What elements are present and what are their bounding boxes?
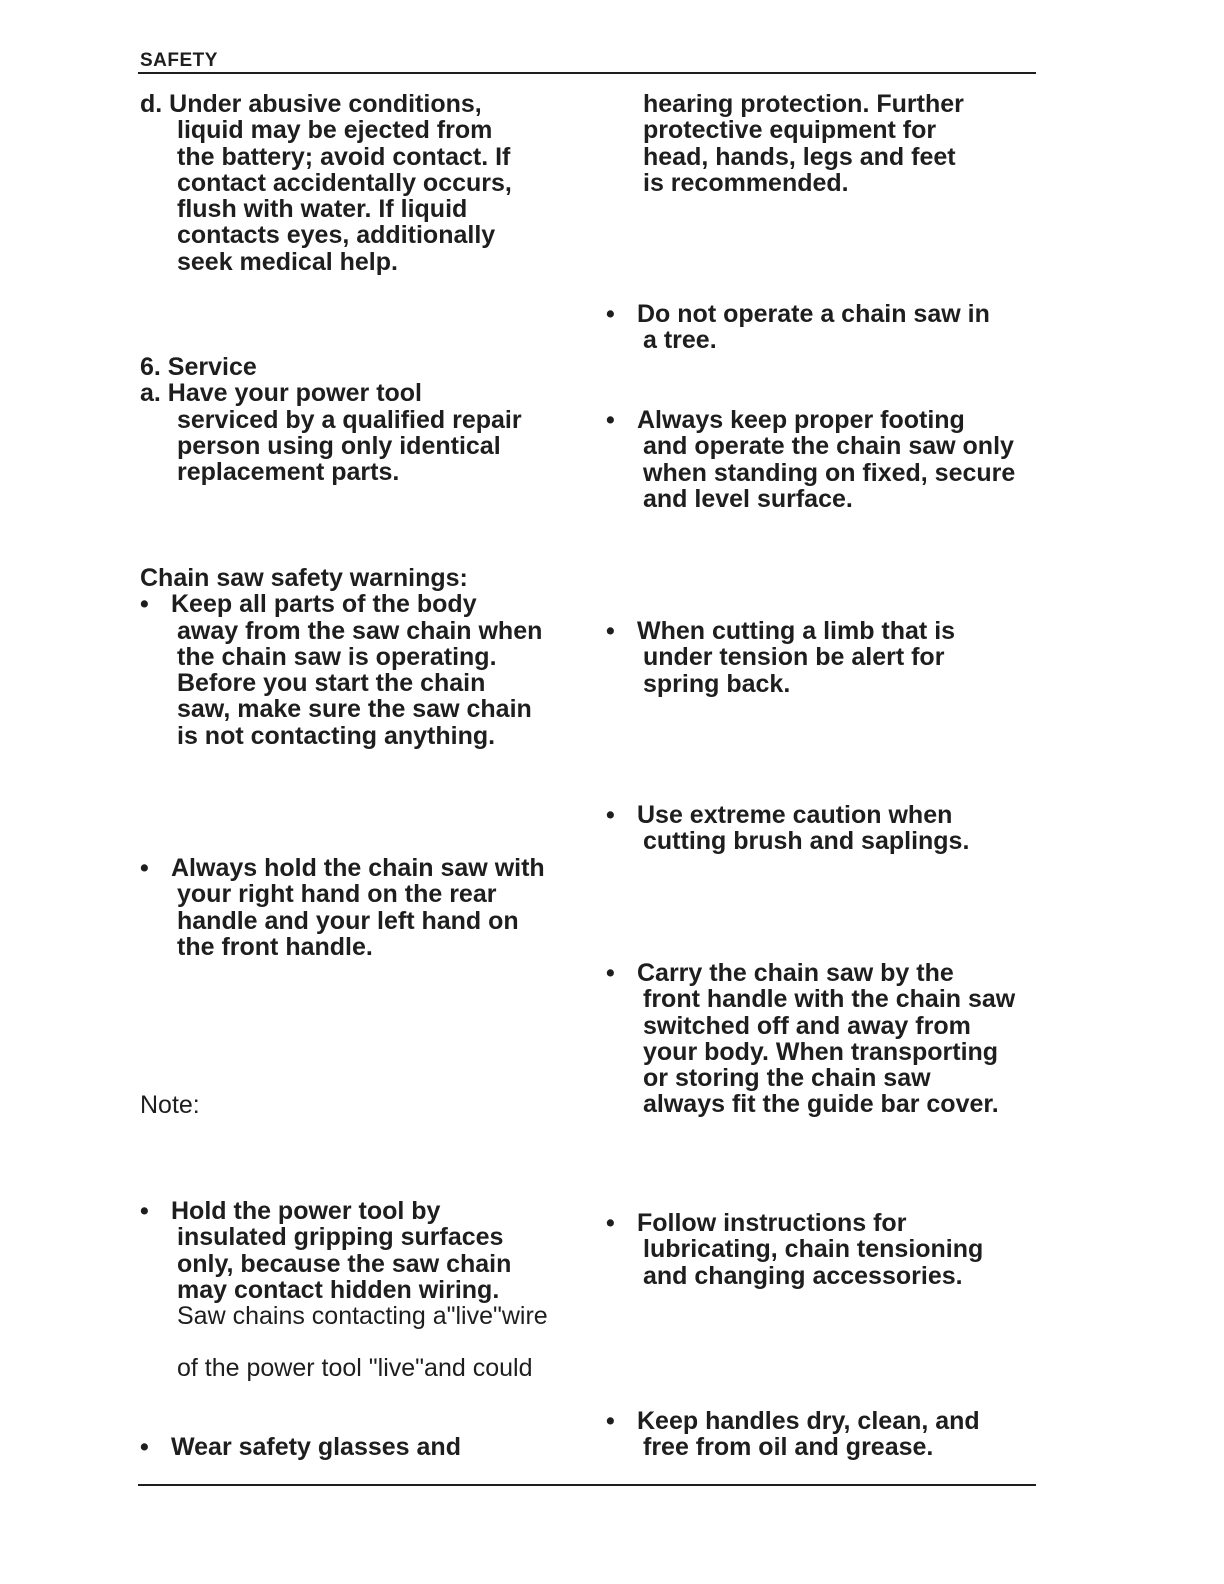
r7-line: free from oil and grease. [643,1433,934,1462]
bullet1-line: saw, make sure the saw chain [177,695,532,724]
r3-line: spring back. [643,669,791,698]
chain-saw-warnings [140,565,542,749]
bullet2-line: your right hand on the rear [177,880,497,909]
continued-line: head, hands, legs and feet [643,142,956,171]
bullet-r7 [606,1408,980,1461]
item-d-line: d. Under abusive conditions, [140,90,482,118]
footer-rule [138,1484,1036,1486]
r3-line: When cutting a limb that is [637,617,956,645]
bullet3-regular-line: Saw chains contacting a"live"wire [177,1302,548,1331]
r2-line: and level surface. [643,484,853,513]
r7-line: Keep handles dry, clean, and [637,1407,980,1435]
r4-line: cutting brush and saplings. [643,827,970,856]
service-a-line: person using only identical [177,431,501,460]
bullet4-line: Wear safety glasses and [171,1433,461,1461]
item-d-line: seek medical help. [177,247,398,276]
bullet-marker: • [606,959,615,987]
bullet1-line: away from the saw chain when [177,616,543,645]
r4-line: Use extreme caution when [637,801,953,829]
bullet-r2 [606,407,1015,512]
section-header: SAFETY [140,50,218,71]
r2-line: and operate the chain saw only [643,432,1014,461]
bullet1-line: the chain saw is operating. [177,642,497,671]
r1-line: Do not operate a chain saw in [637,300,990,328]
bullet3-line: only, because the saw chain [177,1249,512,1278]
r6-line: lubricating, chain tensioning [643,1235,984,1264]
bullet1-line: Before you start the chain [177,669,486,698]
bullet3-line: may contact hidden wiring. [177,1275,500,1304]
continued-line: protective equipment for [643,116,937,145]
r5-line: front handle with the chain saw [643,985,1016,1014]
bullet-r1 [606,301,990,354]
service-a-line: replacement parts. [177,458,400,487]
bullet-marker: • [606,1407,615,1435]
bullet-r3 [606,618,955,697]
bullet-r5 [606,960,1015,1118]
bullet2-line: Always hold the chain saw with [171,854,545,882]
r5-line: switched off and away from [643,1011,971,1040]
bullet-marker: • [606,300,615,328]
continued-line: is recommended. [643,168,849,197]
bullet-marker: • [140,1433,149,1461]
bullet-marker: • [606,617,615,645]
item-d-line: liquid may be ejected from [177,116,493,145]
r5-line: Carry the chain saw by the [637,959,954,987]
bullet-r4 [606,802,969,855]
item-d-line: contacts eyes, additionally [177,221,496,250]
r2-line: when standing on fixed, secure [643,458,1016,487]
bullet1-line: Keep all parts of the body [171,590,477,619]
bullet1-line: is not contacting anything. [177,721,496,750]
bullet-marker: • [606,801,615,829]
bullet-marker: • [140,854,149,882]
bullet-marker: • [606,1209,615,1237]
continued-text [643,91,964,196]
r2-line: Always keep proper footing [637,406,965,434]
header-rule [138,72,1036,74]
bullet-marker: • [140,1197,149,1225]
r3-line: under tension be alert for [643,643,945,672]
service-section [140,354,522,485]
item-d [140,91,512,275]
item-d-line: the battery; avoid contact. If [177,142,511,171]
bullet2-line: handle and your left hand on [177,906,519,935]
chain-warnings-heading: Chain saw safety warnings: [140,564,468,592]
bullet2-line: the front handle. [177,932,373,961]
service-heading: 6. Service [140,353,257,381]
bullet3-line: Hold the power tool by [171,1197,441,1225]
r6-line: Follow instructions for [637,1209,907,1237]
bullet-r6 [606,1210,983,1289]
bullet2 [140,855,545,960]
r5-line: or storing the chain saw [643,1064,931,1093]
r6-line: and changing accessories. [643,1261,963,1290]
item-d-line: flush with water. If liquid [177,195,468,224]
continued-line: hearing protection. Further [643,90,964,118]
bullet4 [140,1434,461,1460]
r1-line: a tree. [643,326,717,355]
bullet3 [140,1198,548,1329]
bullet3-line: insulated gripping surfaces [177,1223,504,1252]
r5-line: always fit the guide bar cover. [643,1090,999,1119]
bullet-marker: • [606,406,615,434]
note-label: Note: [140,1091,200,1119]
item-d-line: contact accidentally occurs, [177,168,512,197]
bullet-marker: • [140,590,149,619]
service-a-line: a. Have your power tool [140,379,423,408]
service-a-line: serviced by a qualified repair [177,405,522,434]
r5-line: your body. When transporting [643,1037,999,1066]
bullet3-regular-line: of the power tool "live"and could [177,1354,533,1382]
